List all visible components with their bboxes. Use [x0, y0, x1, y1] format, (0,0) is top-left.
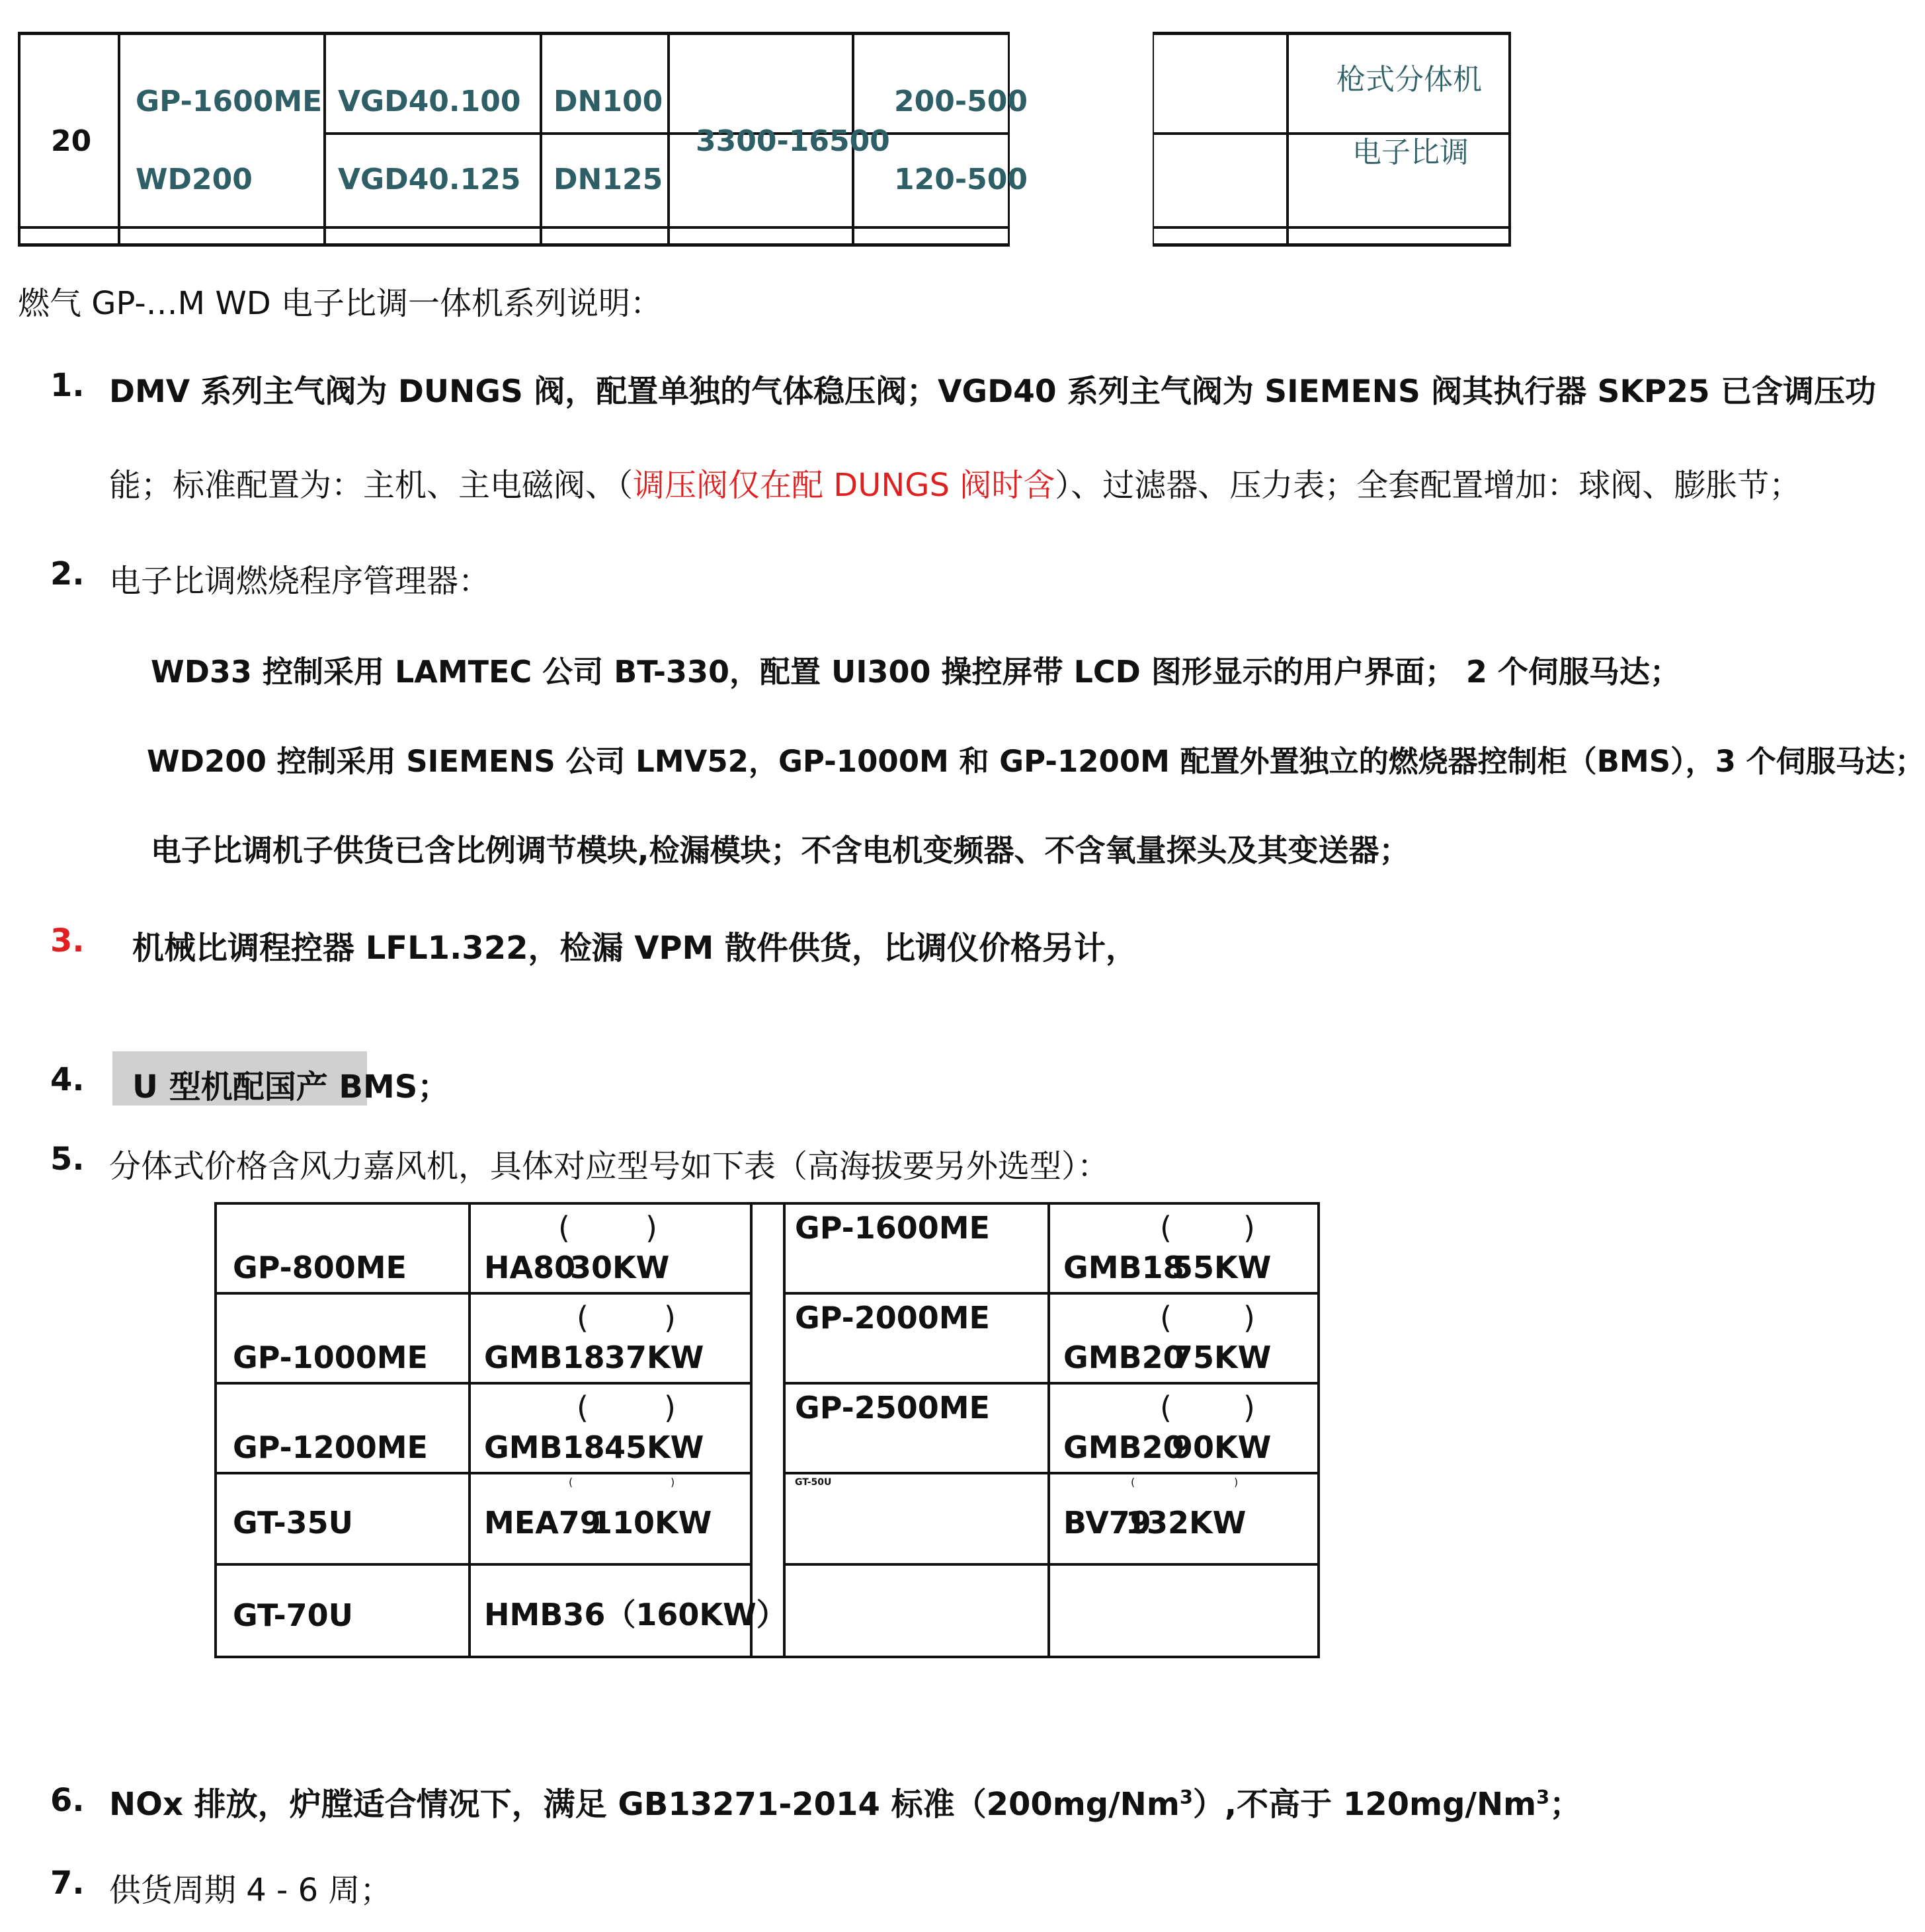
fan-model-left: GT-70U — [233, 1597, 354, 1633]
paren-open: ( — [569, 1476, 573, 1488]
item2-sub3: 电子比调机子供货已含比例调节模块,检漏模块；不含电机变频器、不含氧量探头及其变送器； — [151, 832, 1410, 868]
table-col-divider — [118, 32, 120, 247]
paren-close: ) — [1243, 1390, 1255, 1426]
table-row-divider — [323, 132, 1024, 135]
paren-close: ) — [645, 1210, 657, 1246]
fan-table-col-line — [214, 1202, 217, 1658]
fan-table-border — [214, 1202, 1320, 1205]
fan-kw-right: 132KW — [1126, 1505, 1247, 1541]
paren-close: ) — [664, 1300, 676, 1336]
table-col-divider — [667, 32, 670, 247]
paren-close: ) — [671, 1476, 675, 1488]
item6-text — [109, 1779, 1581, 1824]
item4-text: U 型机配国产 BMS； — [132, 1068, 450, 1106]
fan-name-left: HA80 — [484, 1250, 576, 1285]
valve-cell: VGD40.100 — [338, 85, 521, 118]
fan-kw-left: 45KW — [604, 1429, 704, 1465]
paren-open: ( — [1160, 1390, 1172, 1426]
paren-close: ) — [1243, 1210, 1255, 1246]
fan-kw-left: 30KW — [570, 1250, 670, 1285]
table-border-bottom — [1154, 226, 1511, 229]
fan-name-right: GMB18 — [1063, 1250, 1184, 1285]
fan-model-right: GT-50U — [795, 1477, 832, 1488]
fan-model-right: GP-1600ME — [795, 1210, 990, 1246]
fan-table-row-line — [214, 1563, 751, 1566]
item2-sub1: WD33 控制采用 LAMTEC 公司 BT-330，配置 UI300 操控屏带 LCD 图形显示的用户界面； 2 个伺服马达； — [151, 654, 1680, 690]
item6-text-a: NOx 排放，炉膛适合情况下，满足 GB13271-2014 标准（200mg/Nm — [109, 1786, 1180, 1823]
fan-model-right: GP-2500ME — [795, 1390, 990, 1426]
paren-open: ( — [577, 1390, 589, 1426]
table-col-divider — [1286, 32, 1289, 247]
fan-table — [214, 1202, 1320, 1658]
fan-table-border — [214, 1656, 1320, 1658]
fan-name-left: MEA79 — [484, 1505, 601, 1541]
fan-model-left: GT-35U — [233, 1505, 354, 1541]
item1-line2-a: 能；标准配置为：主机、主电磁阀、（ — [109, 467, 634, 504]
paren-open: ( — [1131, 1476, 1135, 1488]
fan-table-row-line — [214, 1472, 751, 1474]
item5-text: 分体式价格含风力嘉风机，具体对应型号如下表（高海拔要另外选型）： — [109, 1148, 1110, 1185]
fan-table-row-line — [784, 1563, 1320, 1566]
fan-model-left: GP-800ME — [233, 1250, 407, 1285]
fan-table-col-line — [468, 1202, 471, 1658]
item-number: 2. — [50, 555, 85, 592]
table-col-divider — [540, 32, 542, 247]
table-border-bottom — [18, 226, 1010, 229]
fan-table-row-line — [784, 1292, 1320, 1295]
table-col-divider — [323, 32, 326, 247]
pressure-cell: 120-500 — [894, 163, 1028, 196]
item-number: 1. — [50, 367, 85, 404]
item1-line2-b: ）、过滤器、压力表；全套配置增加：球阀、膨胀节； — [1055, 467, 1801, 504]
paren-open: ( — [577, 1300, 589, 1336]
fan-name-right: GMB20 — [1063, 1429, 1184, 1465]
item-number: 4. — [50, 1061, 85, 1098]
item6-text-b: ）,不高于 120mg/Nm — [1192, 1786, 1537, 1823]
item-number: 7. — [50, 1865, 85, 1902]
fan-table-row-line — [214, 1292, 751, 1295]
item-number: 6. — [50, 1782, 85, 1819]
fan-table-col-line — [750, 1202, 753, 1658]
item1-line1: DMV 系列主气阀为 DUNGS 阀，配置单独的气体稳压阀；VGD40 系列主气阀为 SIEMENS 阀其执行器 SKP25 已含调压功 — [109, 374, 1876, 410]
fan-table-col-line — [1317, 1202, 1320, 1658]
fan-table-row-line — [784, 1382, 1320, 1385]
item-number: 3. — [50, 922, 85, 959]
model-cell: WD200 — [136, 163, 253, 196]
table-border-right — [1508, 32, 1511, 247]
dn-cell: DN125 — [553, 163, 663, 196]
item2-title: 电子比调燃烧程序管理器： — [109, 563, 491, 600]
item1-line2-red: 调压阀仅在配 DUNGS 阀时含 — [633, 467, 1055, 504]
model-cell: GP-1600ME — [136, 85, 323, 118]
fan-table-row-line — [784, 1472, 1320, 1474]
item-number: 5. — [50, 1141, 85, 1178]
fan-name-right: BV79 — [1063, 1505, 1151, 1541]
item7-text: 供货周期 4 - 6 周； — [109, 1872, 392, 1909]
fan-kw-left: 110KW — [591, 1505, 712, 1541]
fan-name-right: GMB20 — [1063, 1340, 1184, 1375]
fan-kw-right: 55KW — [1172, 1250, 1272, 1285]
fan-kw-right: 75KW — [1172, 1340, 1272, 1375]
power-range-cell: 3300-16500 — [696, 124, 890, 158]
paren-close: ) — [1234, 1476, 1239, 1488]
paren-open: ( — [558, 1210, 570, 1246]
fan-name-left: HMB36（160KW） — [484, 1597, 787, 1632]
spec-table — [18, 32, 1511, 249]
item2-sub2: WD200 控制采用 SIEMENS 公司 LMV52，GP-1000M 和 GP-1200M 配置外置独立的燃烧器控制柜（BMS），3 个伺服马达； — [147, 744, 1925, 779]
item1-line2 — [109, 460, 1801, 505]
paren-open: ( — [1160, 1210, 1172, 1246]
paren-close: ) — [1243, 1300, 1255, 1336]
fan-name-left: GMB18 — [484, 1340, 605, 1375]
item6-text-c: ； — [1549, 1786, 1582, 1823]
item6-sup1: 3 — [1179, 1786, 1193, 1808]
row-number: 20 — [51, 124, 92, 158]
table-col-divider — [18, 32, 20, 247]
paren-open: ( — [1160, 1300, 1172, 1336]
fan-model-right: GP-2000ME — [795, 1300, 990, 1336]
fan-table-col-line — [783, 1202, 786, 1658]
item3-text: 机械比调程控器 LFL1.322，检漏 VPM 散件供货，比调仪价格另计， — [132, 930, 1138, 967]
fan-model-left: GP-1200ME — [233, 1429, 428, 1465]
item6-sup2: 3 — [1536, 1786, 1550, 1808]
fan-kw-right: 90KW — [1172, 1429, 1272, 1465]
fan-model-left: GP-1000ME — [233, 1340, 428, 1375]
valve-cell: VGD40.125 — [338, 163, 521, 196]
type-cell: 枪式分体机 — [1336, 63, 1482, 97]
paren-close: ) — [664, 1390, 676, 1426]
type-cell: 电子比调 — [1352, 136, 1469, 169]
fan-kw-left: 37KW — [604, 1340, 704, 1375]
blank-cell — [1010, 32, 1153, 247]
dn-cell: DN100 — [553, 85, 663, 118]
fan-name-left: GMB18 — [484, 1429, 605, 1465]
pressure-cell: 200-500 — [894, 85, 1028, 118]
fan-table-col-line — [1047, 1202, 1050, 1658]
fan-table-row-line — [214, 1382, 751, 1385]
notes-title: 燃气 GP-…M WD 电子比调一体机系列说明： — [18, 285, 663, 322]
